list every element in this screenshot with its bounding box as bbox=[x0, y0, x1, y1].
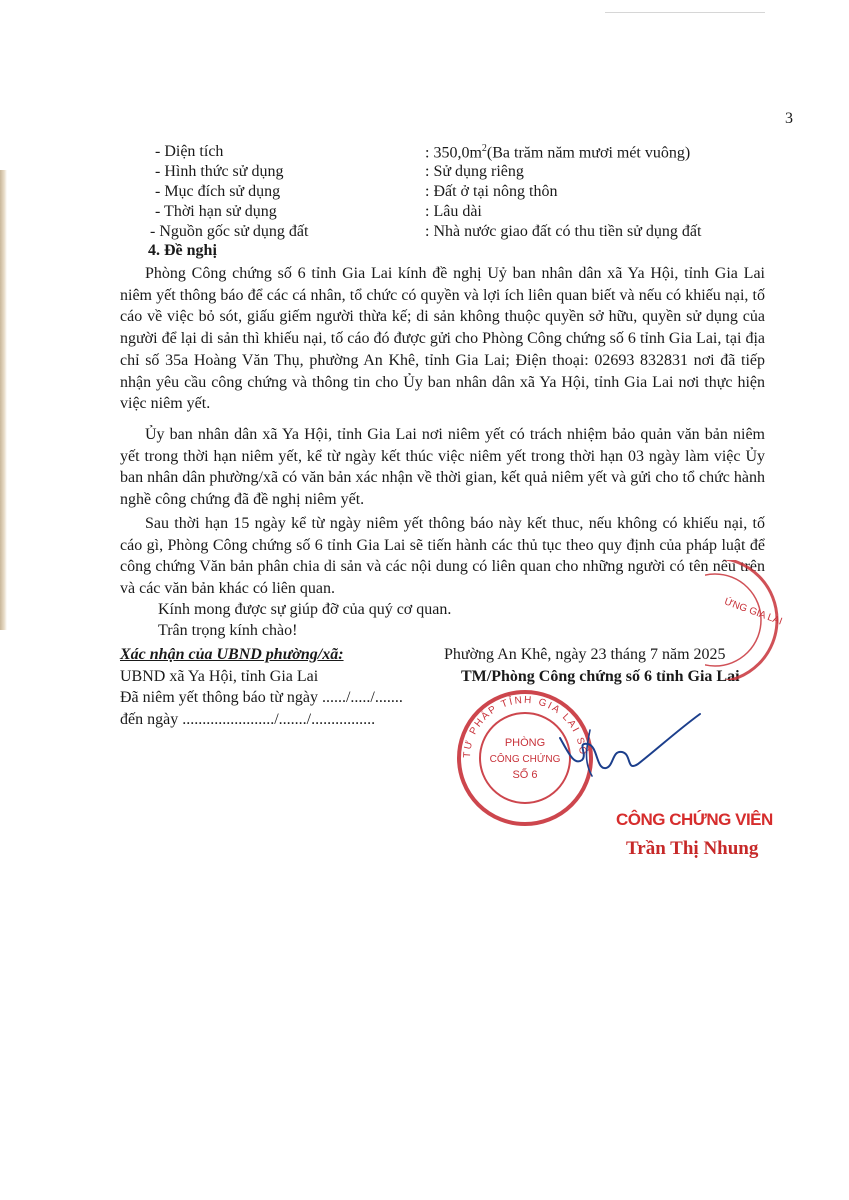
notary-name: Trần Thị Nhung bbox=[626, 838, 759, 859]
section-heading: 4. Đề nghị bbox=[148, 242, 217, 259]
paragraph-request: Phòng Công chứng số 6 tỉnh Gia Lai kính đề nghị Uỷ ban nhân dân xã Ya Hội, tỉnh Gia Lai niêm yết thông báo để các cá nhân, tổ chức có quyền và lợi ích liên quan biết và nếu có khiếu nại, tố cáo về việc bỏ sót, giấu giếm người thừa kế; di sản không thuộc quyền sở hữu, quyền sử dụng của người để lại di sản thì khiếu nại, tố cáo đó được gửi cho Phòng Công chứng số 6 tỉnh Gia Lai, tại địa chỉ số 35a Hoàng Văn Thụ, phường An Khê, tỉnh Gia Lai; Điện thoại: 02693 832831 nơi đã tiếp nhận yêu cầu công chứng và thông tin cho Ủy ban nhân dân xã Ya Hội, tỉnh Gia Lai nơi thực hiện việc niêm yết. bbox=[120, 265, 765, 413]
info-row-usage-form bbox=[155, 163, 775, 183]
confirmation-line: UBND xã Ya Hội, tỉnh Gia Lai bbox=[120, 667, 319, 685]
confirmation-line: Đã niêm yết thông báo từ ngày ....../...../....... bbox=[120, 689, 403, 706]
info-row-purpose bbox=[155, 183, 775, 203]
stamp-line: PHÒNG bbox=[504, 737, 546, 749]
partial-stamp bbox=[705, 560, 795, 680]
info-label: - Thời hạn sử dụng bbox=[155, 203, 277, 220]
stamp-line: SỐ 6 bbox=[512, 769, 538, 781]
paragraph-deadline: Sau thời hạn 15 ngày kể từ ngày niêm yết thông báo này kết thuc, nếu không có khiếu nại, tố cáo gì, Phòng Công chứng số 6 tỉnh Gia Lai sẽ tiến hành các thủ tục theo quy định của pháp luật để công chứng Văn bản phân chia di sản và các nội dung có liên quan cho những người có tên nêu trên và các văn bản khác có liên quan. bbox=[120, 515, 765, 598]
confirmation-line: đến ngày ......................./......./................ bbox=[120, 710, 376, 728]
info-value: : $350,0m^2(Ba$ trăm năm mươi mét vuông) bbox=[425, 143, 691, 162]
handwritten-signature bbox=[538, 700, 703, 790]
closing-greeting: Trân trọng kính chào! bbox=[158, 622, 298, 639]
office-name: TM/Phòng Công chứng số 6 tỉnh Gia Lai bbox=[461, 667, 740, 685]
paragraph-responsibility: Ủy ban nhân dân xã Ya Hội, tỉnh Gia Lai nơi niêm yết có trách nhiệm bảo quản văn bản niêm yết trong thời hạn niêm yết, kể từ ngày kết thúc việc niêm yết trong thời hạn 03 ngày làm việc Ủy ban nhân dân phường/xã có văn bản xác nhận về thời gian, kết quả niêm yết và gửi cho tổ chức hành nghề công chứng đã đề nghị niêm yết. bbox=[120, 426, 765, 509]
stamp-ring-text: TƯ PHÁP TỈNH GIA LAI SỞ bbox=[461, 694, 589, 759]
top-divider bbox=[605, 12, 765, 14]
stamp-line: CÔNG CHỨNG bbox=[489, 754, 561, 765]
info-value: : Sử dụng riêng bbox=[425, 163, 524, 180]
scan-edge-shadow bbox=[0, 170, 7, 630]
info-value: : Nhà nước giao đất có thu tiền sử dụng đất bbox=[425, 223, 702, 240]
info-value: : Đất ở tại nông thôn bbox=[425, 183, 558, 200]
info-label: - Diện tích bbox=[155, 143, 224, 160]
info-row-origin bbox=[150, 223, 770, 243]
info-row-area bbox=[155, 143, 775, 163]
notary-title: CÔNG CHỨNG VIÊN bbox=[616, 810, 773, 829]
info-label: - Hình thức sử dụng bbox=[155, 163, 284, 180]
confirmation-title: Xác nhận của UBND phường/xã: bbox=[120, 646, 344, 663]
info-label: - Nguồn gốc sử dụng đất bbox=[150, 223, 309, 240]
document-date: Phường An Khê, ngày 23 tháng 7 năm 2025 bbox=[444, 646, 726, 663]
closing-request: Kính mong được sự giúp đỡ của quý cơ quan. bbox=[158, 601, 452, 618]
info-label: - Mục đích sử dụng bbox=[155, 183, 281, 200]
partial-stamp-text: ỨNG GIA LAI bbox=[722, 596, 784, 628]
info-row-duration bbox=[155, 203, 775, 223]
ward-confirmation-block bbox=[120, 644, 450, 730]
page-number: 3 bbox=[785, 110, 793, 127]
info-value: : Lâu dài bbox=[425, 203, 482, 220]
